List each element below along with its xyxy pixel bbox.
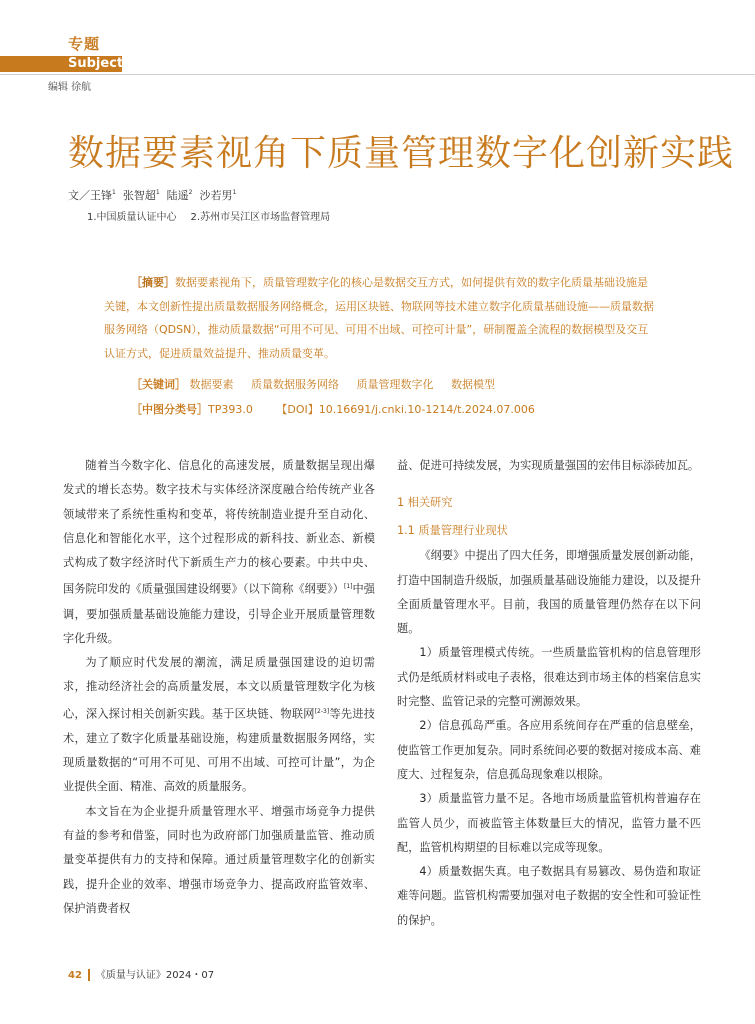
citation: [1] — [344, 583, 353, 591]
classification — [131, 401, 535, 417]
author-name: 张智超 — [122, 189, 156, 202]
classification-label: ［中图分类号］ — [131, 403, 208, 416]
journal-issue: 《质量与认证》2024・07 — [95, 970, 215, 981]
keyword: 质量数据服务网络 — [251, 378, 339, 391]
keywords — [131, 376, 509, 392]
author-name: 王锋 — [90, 189, 112, 202]
page-footer — [68, 966, 214, 981]
paragraph-text: 随着当今数字化、信息化的高速发展，质量数据呈现出爆发式的增长态势。数字技术与实体经济深度融合给传统产业各领域带来了系统性重构和变革，将传统制造业提升至自动化、信息化和智能化水平，这个过程形成的新科技、新业态、新模式构成了数字经济时代下新质生产力的核心要素。中共中央、国务院印发的《质量强国建设纲要》（以下简称《纲要》） — [63, 459, 375, 597]
affiliations — [87, 208, 344, 223]
page-number: 42 — [68, 970, 82, 981]
section-heading: 1 相关研究 — [397, 496, 453, 510]
paragraph: 《纲要》中提出了四大任务，即增强质量发展创新动能，打造中国制造升级版，加强质量基础设施能力建设，以及提升全面质量管理水平。目前，我国的质量管理仍然存在以下问题。 — [397, 549, 701, 636]
paragraph — [63, 454, 375, 651]
paragraph-text: 等先进技术，建立了数字化质量基础设施，构建质量数据服务网络，实现质量数据的“可用不可见、可用不出域、可控可计量”，为企业提供全面、精准、高效的质量服务。 — [63, 707, 375, 794]
body-left-column — [63, 454, 375, 921]
section-label-en: Subject — [68, 56, 124, 71]
affiliation: 2.苏州市吴江区市场监督管理局 — [190, 212, 331, 223]
abstract — [104, 271, 656, 365]
paragraph-text: 为了顺应时代发展的潮流，满足质量强国建设的迫切需求，推动经济社会的高质量发展，本文以质量管理数字化为核心，深入探讨相关创新实践。基于区块链、物联网 — [63, 656, 375, 721]
paragraph — [63, 651, 375, 800]
editor-credit: 编辑 徐航 — [48, 82, 92, 93]
author-sup: 1 — [112, 189, 116, 197]
doi-label: 【DOI】 — [276, 403, 319, 416]
affiliation: 1.中国质量认证中心 — [87, 212, 177, 223]
keyword: 质量管理数字化 — [356, 378, 434, 391]
footer-divider — [88, 969, 90, 981]
keywords-label: ［关键词］ — [131, 378, 186, 391]
header-rule — [0, 74, 755, 75]
abstract-label: ［摘要］ — [131, 276, 175, 289]
abstract-text: 数据要素视角下，质量管理数字化的核心是数据交互方式，如何提供有效的数字化质量基础设施是关键，本文创新性提出质量数据服务网络概念，运用区块链、物联网等技术建立数字化质量基础设施——质量数据服务网络（QDSN），推动质量数据“可用不可见、可用不出域、可控可计量”，研制覆盖全流程的数据模型及交互认证方式，促进质量效益提升、推动质量变革。 — [104, 276, 654, 360]
body-right-column — [397, 454, 701, 933]
paragraph: 4）质量数据失真。电子数据具有易篡改、易伪造和取证难等问题。监管机构需要加强对电子数据的安全性和可验证性的保护。 — [397, 865, 701, 927]
doi-value: 10.16691/j.cnki.10-1214/t.2024.07.006 — [318, 403, 535, 416]
author-sup: 1 — [155, 189, 160, 197]
author-name: 陆遥 — [166, 189, 189, 202]
article-title: 数据要素视角下质量管理数字化创新实践 — [68, 133, 735, 174]
paragraph-text: 中强调，要加强质量基础设施能力建设，引导企业开展质量管理数字化升级。 — [63, 583, 375, 645]
citation: [2-3] — [314, 707, 330, 715]
section-label: 专题 — [68, 35, 101, 53]
paragraph: 本文旨在为企业提升质量管理水平、增强市场竞争力提供有益的参考和借鉴，同时也为政府部门加强质量监管、推动质量变革提供有力的支持和保障。通过质量管理数字化的创新实践，提升企业的效率、增强市场竞争力、提高政府监管效率、保护消费者权 — [63, 804, 375, 915]
author-name: 沙若男 — [199, 189, 233, 202]
paragraph: 益、促进可持续发展，为实现质量强国的宏伟目标添砖加瓦。 — [397, 459, 700, 472]
paragraph: 3）质量监管力量不足。各地市场质量监管机构普遍存在监管人员少，而被监管主体数量巨大的情况，监管力量不匹配，监管机构期望的目标难以完成等现象。 — [397, 792, 701, 854]
author-line — [68, 187, 243, 203]
author-prefix: 文／ — [68, 189, 90, 202]
keyword: 数据模型 — [451, 378, 495, 391]
paragraph: 1）质量管理模式传统。一些质量监管机构的信息管理形式仍是纸质材料或电子表格，很难达到市场主体的档案信息实时完整、监管记录的完整可溯源效果。 — [397, 646, 701, 709]
paragraph: 2）信息孤岛严重。各应用系统间存在严重的信息壁垒，使监管工作更加复杂。同时系统间必要的数据对接成本高、难度大、过程复杂，信息孤岛现象难以根除。 — [397, 719, 701, 781]
subsection-heading: 1.1 质量管理行业现状 — [397, 524, 508, 538]
author-sup: 2 — [188, 189, 193, 197]
keyword: 数据要素 — [189, 378, 234, 391]
classification-code: TP393.0 — [208, 403, 253, 416]
author-sup: 1 — [232, 189, 237, 197]
